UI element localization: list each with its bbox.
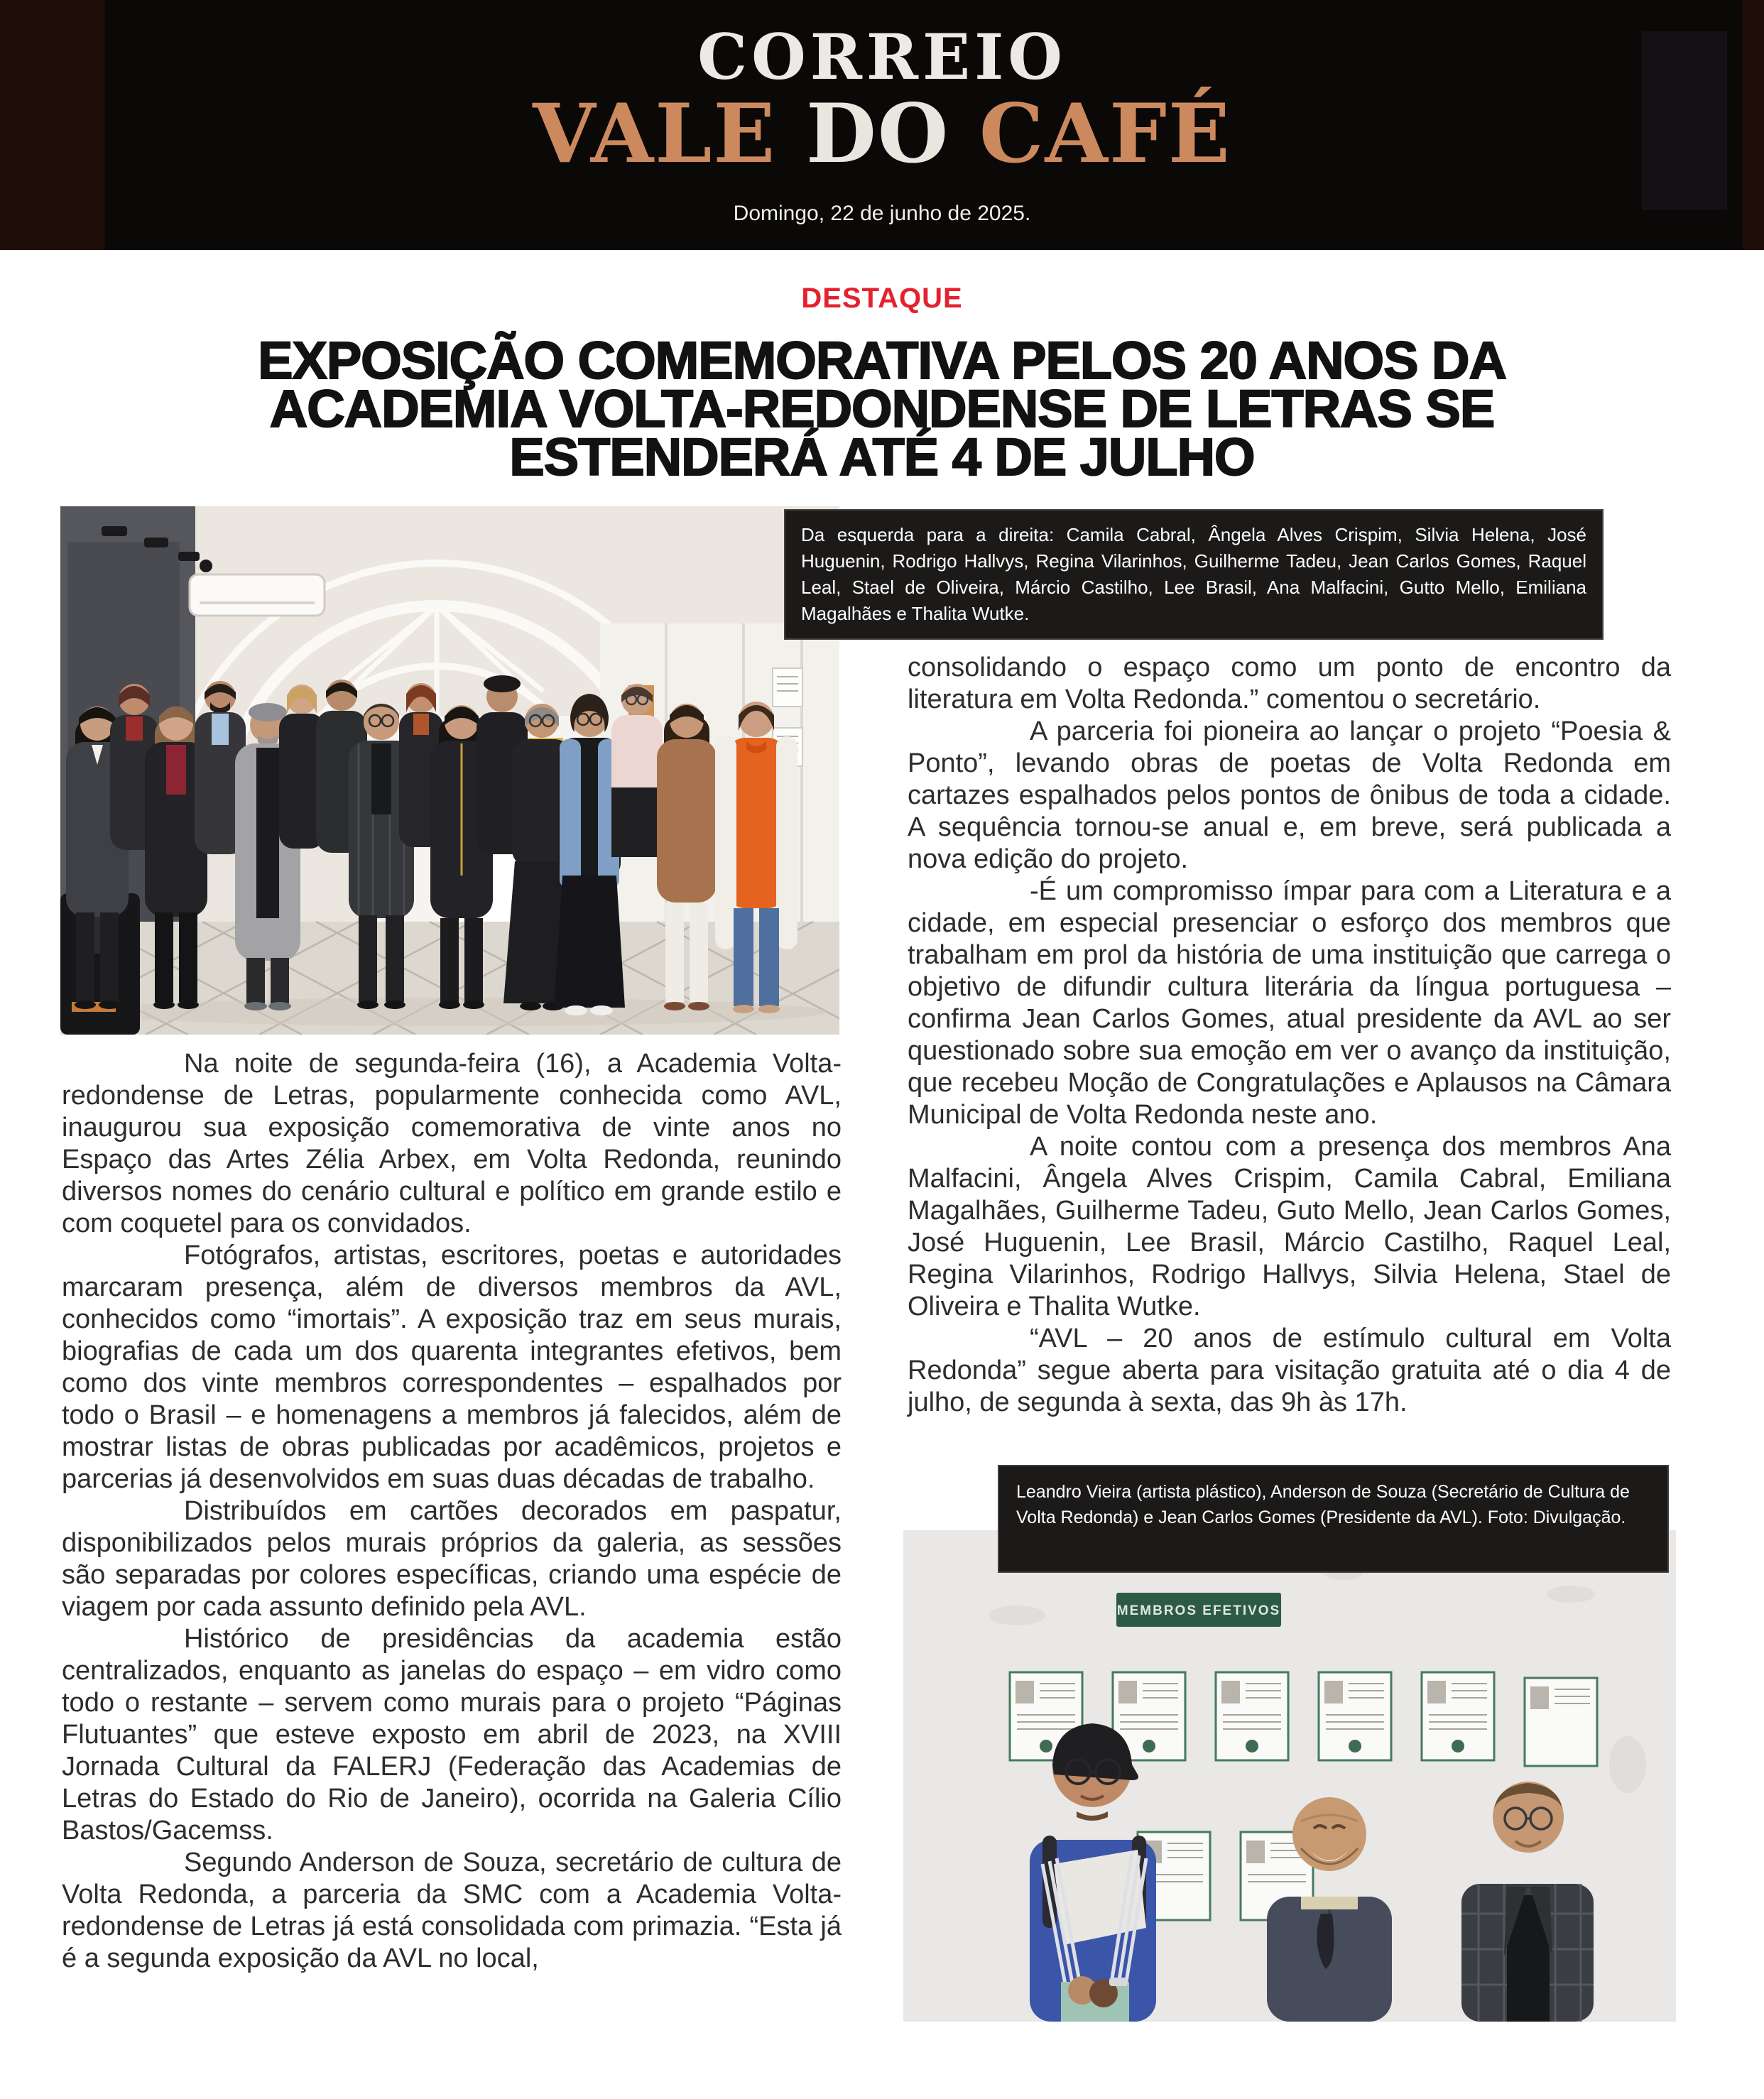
paragraph: consolidando o espaço como um ponto de encontro da literatura em Volta Redonda.” comentou o secretário. [908, 653, 1671, 714]
panel-card [773, 668, 802, 707]
group-photo [60, 506, 839, 1035]
headline-line-2: ACADEMIA VOLTA-REDONDENSE DE LETRAS SE [269, 379, 1495, 438]
article-left-column [62, 1048, 842, 1975]
headline-line-3: ESTENDERÁ ATÉ 4 DE JULHO [509, 427, 1255, 486]
second-photo-caption: Leandro Vieira (artista plástico), Anderson de Souza (Secretário de Cultura de Volta Redonda) e Jean Carlos Gomes (Presidente da AVL). Foto: Divulgação. [998, 1465, 1669, 1573]
article-headline [85, 331, 1679, 486]
edition-date: Domingo, 22 de junho de 2025. [733, 202, 1031, 225]
paragraph: -É um compromisso ímpar para com a Literatura e a cidade, em especial presenciar o esforço dos membros que trabalham em prol da história de uma instituição que carrega o objetivo de difundir cultura literária da língua portuguesa – confirma Jean Carlos Gomes, atual presidente da AVL ao ser questionado sobre sua emoção em ver o avanço da instituição, que recebeu Moção de Congratulações e Aplausos na Câmara Municipal de Volta Redonda neste ano. [908, 876, 1671, 1130]
paragraph: Na noite de segunda-feira (16), a Academia Volta-redondense de Letras, popularmente conhecida como AVL, inaugurou sua exposição comemorativa de vinte anos no Espaço das Artes Zélia Arbex, em Volta Redonda, reunindo diversos nomes do cenário cultural e político em grande estilo e com coquetel para os convidados. [62, 1049, 842, 1238]
logo-word-vale: VALE [533, 86, 777, 181]
paragraph: Segundo Anderson de Souza, secretário de cultura de Volta Redonda, a parceria da SMC com a Academia Volta-redondense de Letras já está consolidada com primazia. “Esta já é a segunda exposição da AVL no local, [62, 1848, 842, 1973]
logo-vale-do-cafe [0, 86, 1764, 181]
headline-line-1: EXPOSIÇÃO COMEMORATIVA PELOS 20 ANOS DA [258, 331, 1506, 390]
gallery-scene [60, 506, 839, 1035]
logo-correio: CORREIO [697, 20, 1067, 94]
members-sign-text: MEMBROS EFETIVOS [1116, 1603, 1281, 1618]
members-sign [1116, 1593, 1281, 1627]
section-label: DESTAQUE [801, 283, 963, 314]
paragraph: “AVL – 20 anos de estímulo cultural em Volta Redonda” segue aberta para visitação gratuita até o dia 4 de julho, de segunda à sexta, das 9h às 17h. [908, 1324, 1671, 1417]
masthead-logo [0, 20, 1764, 181]
members-wall-scene [903, 1530, 1676, 2022]
paragraph: Distribuídos em cartões decorados em paspatur, disponibilizados pelos murais próprios da galeria, as sessões são separadas por colores específicas, criando uma espécie de viagem por cada assunto definido pela AVL. [62, 1496, 842, 1622]
logo-word-do: DO [776, 86, 979, 181]
paragraph: Histórico de presidências da academia estão centralizados, enquanto as janelas do espaço – em vidro como todo o restante – servem como murais para o projeto “Páginas Flutuantes” que esteve exposto em abril de 2023, na XVIII Jornada Cultural da FALERJ (Federação das Academias de Letras do Estado do Rio de Janeiro), ocorrida na Galeria Cílio Bastos/Gacemss. [62, 1624, 842, 1846]
second-photo [903, 1530, 1676, 2022]
ac-unit [190, 574, 325, 616]
paragraph: Fotógrafos, artistas, escritores, poetas e autoridades marcaram presença, além de diversos membros da AVL, conhecidos como “imortais”. A exposição traz em seus murais, biografias de cada um dos quarenta integrantes efetivos, bem como dos vinte membros correspondentes – espalhados por todo o Brasil – e homenagens a membros já falecidos, além de mostrar listas de obras publicadas por acadêmicos, projetos e parcerias já desenvolvidos em suas duas décadas de trabalho. [62, 1241, 842, 1494]
masthead-banner [0, 0, 1764, 250]
article-right-column [908, 652, 1671, 1419]
paragraph: A parceria foi pioneira ao lançar o projeto “Poesia & Ponto”, levando obras de poetas de Volta Redonda em cartazes espalhados pelos pontos de ônibus de toda a cidade. A sequência tornou-se anual e, em breve, será publicada a nova edição do projeto. [908, 716, 1671, 874]
paragraph: A noite contou com a presença dos membros Ana Malfacini, Ângela Alves Crispim, Camila Cabral, Emiliana Magalhães, Guilherme Tadeu, Guto Mello, Jean Carlos Gomes, José Huguenin, Lee Brasil, Márcio Castilho, Raquel Leal, Regina Vilarinhos, Rodrigo Hallvys, Silvia Helena, Stael de Oliveira e Thalita Wutke. [908, 1132, 1671, 1321]
group-photo-caption: Da esquerda para a direita: Camila Cabral, Ângela Alves Crispim, Silvia Helena, José Huguenin, Rodrigo Hallvys, Regina Vilarinhos, Guilherme Tadeu, Jean Carlos Gomes, Raquel Leal, Stael de Oliveira, Márcio Castilho, Lee Brasil, Ana Malfacini, Gutto Mello, Emiliana Magalhães e Thalita Wutke. [784, 509, 1604, 640]
logo-word-cafe: CAFÉ [979, 86, 1231, 181]
